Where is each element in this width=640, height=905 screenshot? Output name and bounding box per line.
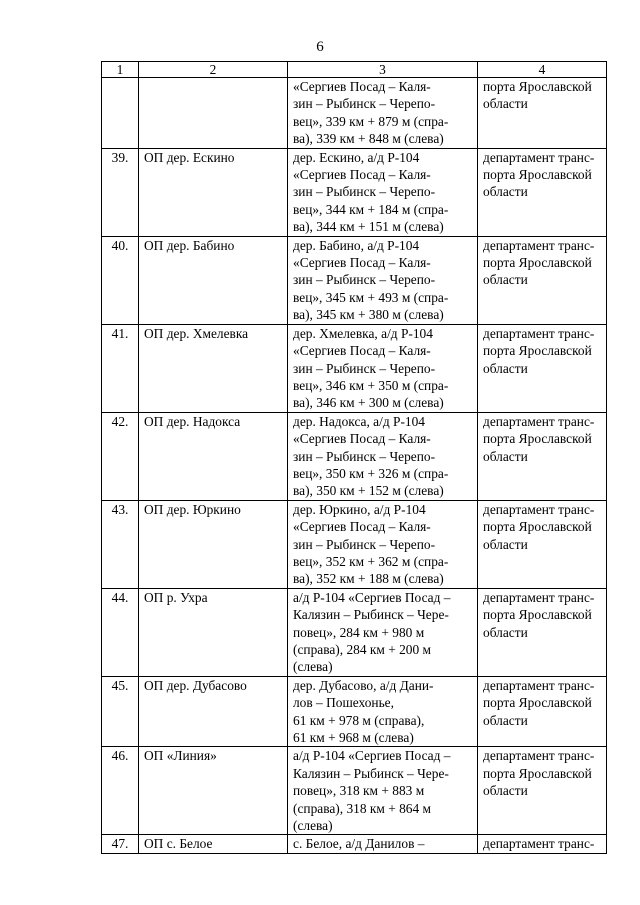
- location-line: (справа), 318 км + 864 м: [293, 800, 432, 816]
- owner-line: порта Ярославской: [483, 607, 592, 623]
- location-line: повец», 318 км + 883 м: [293, 783, 425, 799]
- owner-line: области: [483, 536, 528, 552]
- stop-name: ОП «Линия»: [139, 747, 288, 835]
- column-number: 1: [102, 62, 139, 78]
- row-number: 47.: [102, 835, 139, 853]
- stop-owner: [478, 835, 607, 853]
- stop-name: ОП дер. Надокса: [139, 412, 288, 500]
- row-number: 39.: [102, 148, 139, 236]
- owner-line: области: [483, 360, 528, 376]
- column-number: 3: [288, 62, 478, 78]
- owner-line: порта Ярославской: [483, 167, 592, 183]
- table-row: [102, 500, 607, 588]
- stops-table: [101, 61, 607, 854]
- table-row: [102, 324, 607, 412]
- owner-line: департамент транс-: [483, 413, 595, 429]
- location-line: дер. Юркино, а/д Р-104: [293, 501, 426, 517]
- stop-location: [288, 78, 478, 149]
- table-row: [102, 78, 607, 149]
- location-line: вец», 352 км + 362 м (спра-: [293, 553, 449, 569]
- location-line: зин – Рыбинск – Черепо-: [293, 360, 436, 376]
- location-line: ва), 346 км + 300 м (слева): [293, 395, 444, 411]
- location-line: ва), 345 км + 380 м (слева): [293, 307, 444, 323]
- table-row: [102, 588, 607, 676]
- table-row: [102, 412, 607, 500]
- location-line: зин – Рыбинск – Черепо-: [293, 536, 436, 552]
- owner-line: порта Ярославской: [483, 519, 592, 535]
- owner-line: области: [483, 712, 528, 728]
- location-line: Калязин – Рыбинск – Чере-: [293, 607, 449, 623]
- row-number: 41.: [102, 324, 139, 412]
- location-line: зин – Рыбинск – Черепо-: [293, 448, 436, 464]
- stop-owner: [478, 78, 607, 149]
- owner-line: области: [483, 96, 528, 112]
- location-line: ва), 344 км + 151 м (слева): [293, 219, 444, 235]
- stop-owner: [478, 676, 607, 747]
- owner-line: порта Ярославской: [483, 765, 592, 781]
- stop-location: [288, 500, 478, 588]
- stop-location: [288, 747, 478, 835]
- location-line: ва), 339 км + 848 м (слева): [293, 131, 444, 147]
- location-line: ва), 352 км + 188 м (слева): [293, 571, 444, 587]
- stop-name: [139, 78, 288, 149]
- table-row: [102, 148, 607, 236]
- owner-line: порта Ярославской: [483, 79, 592, 94]
- stop-owner: [478, 588, 607, 676]
- row-number: 46.: [102, 747, 139, 835]
- owner-line: порта Ярославской: [483, 343, 592, 359]
- stop-location: [288, 236, 478, 324]
- row-number: [102, 78, 139, 149]
- owner-line: порта Ярославской: [483, 431, 592, 447]
- location-line: дер. Надокса, а/д Р-104: [293, 413, 426, 429]
- stop-name: ОП с. Белое: [139, 835, 288, 853]
- owner-line: области: [483, 783, 528, 799]
- location-line: а/д Р-104 «Сергиев Посад –: [293, 589, 451, 605]
- stop-location: [288, 676, 478, 747]
- owner-line: порта Ярославской: [483, 695, 592, 711]
- stop-location: [288, 412, 478, 500]
- location-line: «Сергиев Посад – Каля-: [293, 167, 431, 183]
- row-number: 42.: [102, 412, 139, 500]
- stop-owner: [478, 412, 607, 500]
- location-line: вец», 345 км + 493 м (спра-: [293, 289, 449, 305]
- location-line: (справа), 284 км + 200 м: [293, 642, 432, 657]
- row-number: 44.: [102, 588, 139, 676]
- location-line: дер. Дубасово, а/д Дани-: [293, 677, 434, 693]
- owner-line: области: [483, 448, 528, 464]
- stop-location: [288, 588, 478, 676]
- stop-location: [288, 324, 478, 412]
- table-row: [102, 747, 607, 835]
- stop-name: ОП дер. Ескино: [139, 148, 288, 236]
- location-line: (слева): [293, 659, 333, 675]
- owner-line: порта Ярославской: [483, 255, 592, 271]
- location-line: вец», 350 км + 326 м (спра-: [293, 465, 449, 481]
- row-number: 40.: [102, 236, 139, 324]
- stop-location: [288, 148, 478, 236]
- row-number: 43.: [102, 500, 139, 588]
- stop-name: ОП дер. Юркино: [139, 500, 288, 588]
- stop-owner: [478, 324, 607, 412]
- table-row: [102, 236, 607, 324]
- stop-owner: [478, 747, 607, 835]
- stop-owner: [478, 500, 607, 588]
- location-line: зин – Рыбинск – Черепо-: [293, 184, 436, 200]
- stop-owner: [478, 148, 607, 236]
- location-line: дер. Ескино, а/д Р-104: [293, 149, 420, 165]
- location-line: дер. Бабино, а/д Р-104: [293, 237, 420, 253]
- location-line: зин – Рыбинск – Черепо-: [293, 272, 436, 288]
- location-line: «Сергиев Посад – Каля-: [293, 79, 431, 94]
- location-line: вец», 344 км + 184 м (спра-: [293, 201, 449, 217]
- owner-line: области: [483, 184, 528, 200]
- location-line: с. Белое, а/д Данилов –: [293, 836, 425, 852]
- location-line: ва), 350 км + 152 м (слева): [293, 483, 444, 499]
- owner-line: департамент транс-: [483, 149, 595, 165]
- location-line: «Сергиев Посад – Каля-: [293, 255, 431, 271]
- location-line: (слева): [293, 818, 333, 834]
- location-line: вец», 339 км + 879 м (спра-: [293, 113, 449, 129]
- location-line: Калязин – Рыбинск – Чере-: [293, 765, 449, 781]
- location-line: «Сергиев Посад – Каля-: [293, 343, 431, 359]
- owner-line: департамент транс-: [483, 677, 595, 693]
- owner-line: департамент транс-: [483, 325, 595, 341]
- stop-name: ОП дер. Бабино: [139, 236, 288, 324]
- column-number-row: [102, 62, 607, 78]
- location-line: вец», 346 км + 350 м (спра-: [293, 377, 449, 393]
- owner-line: департамент транс-: [483, 501, 595, 517]
- location-line: повец», 284 км + 980 м: [293, 624, 425, 640]
- owner-line: области: [483, 272, 528, 288]
- table-row: [102, 835, 607, 853]
- location-line: «Сергиев Посад – Каля-: [293, 519, 431, 535]
- row-number: 45.: [102, 676, 139, 747]
- stop-name: ОП дер. Хмелевка: [139, 324, 288, 412]
- stop-owner: [478, 236, 607, 324]
- location-line: «Сергиев Посад – Каля-: [293, 431, 431, 447]
- page-number: 6: [316, 39, 324, 55]
- location-line: дер. Хмелевка, а/д Р-104: [293, 325, 433, 341]
- location-line: зин – Рыбинск – Черепо-: [293, 96, 436, 112]
- owner-line: департамент транс-: [483, 237, 595, 253]
- location-line: 61 км + 968 м (слева): [293, 730, 414, 746]
- column-number: 4: [478, 62, 607, 78]
- location-line: лов – Пошехонье,: [293, 695, 394, 711]
- owner-line: департамент транс-: [483, 748, 595, 764]
- stop-location: [288, 835, 478, 853]
- stop-name: ОП дер. Дубасово: [139, 676, 288, 747]
- table-row: [102, 676, 607, 747]
- location-line: а/д Р-104 «Сергиев Посад –: [293, 748, 451, 764]
- owner-line: департамент транс-: [483, 589, 595, 605]
- owner-line: области: [483, 624, 528, 640]
- owner-line: департамент транс-: [483, 836, 595, 852]
- location-line: 61 км + 978 м (справа),: [293, 712, 425, 728]
- column-number: 2: [139, 62, 288, 78]
- stop-name: ОП р. Ухра: [139, 588, 288, 676]
